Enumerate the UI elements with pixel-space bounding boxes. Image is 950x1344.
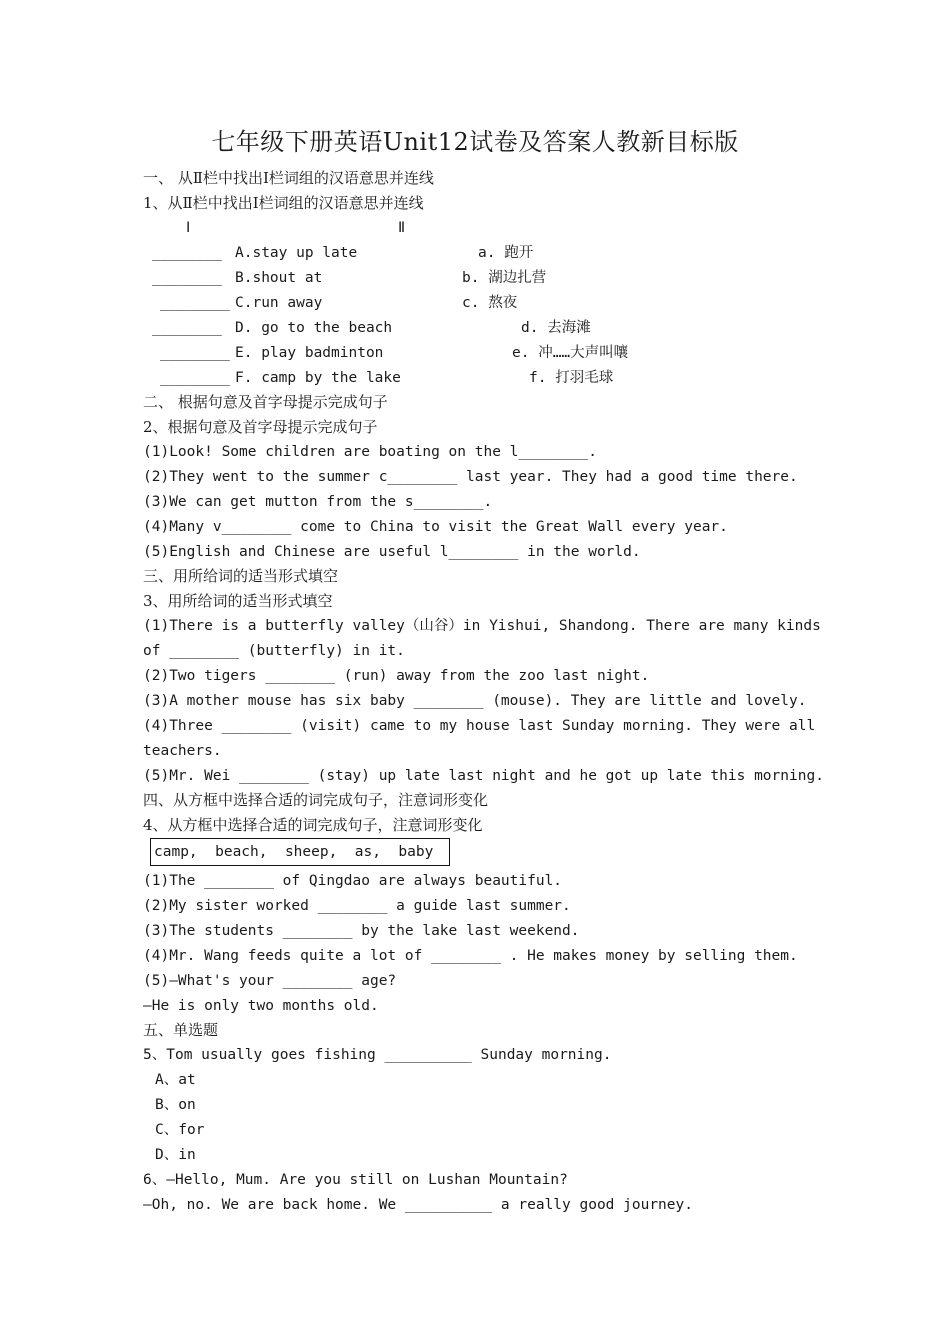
match-meaning: a. 跑开 bbox=[478, 245, 534, 261]
sentence-item: (3)A mother mouse has six baby ________ (mouse). They are little and lovely. bbox=[143, 693, 807, 709]
match-meaning: f. 打羽毛球 bbox=[529, 370, 614, 386]
option-b: B、on bbox=[155, 1097, 196, 1113]
section-3-heading: 三、用所给词的适当形式填空 bbox=[143, 567, 339, 585]
match-meaning: e. 冲……大声叫嚷 bbox=[512, 345, 629, 361]
sentence-item: (2)My sister worked ________ a guide last summer. bbox=[143, 898, 571, 914]
page-title: 七年级下册英语Unit12试卷及答案人教新目标版 bbox=[211, 128, 739, 156]
sentence-item: (5)English and Chinese are useful l________ in the world. bbox=[143, 544, 641, 560]
word-box bbox=[150, 838, 450, 866]
sentence-item: (5)Mr. Wei ________ (stay) up late last night and he got up late this morning. bbox=[143, 768, 824, 784]
sentence-item: of ________ (butterfly) in it. bbox=[143, 643, 405, 659]
match-blank: ________ bbox=[152, 270, 222, 286]
sentence-item: (2)They went to the summer c________ last year. They had a good time there. bbox=[143, 469, 798, 485]
sentence-item: (3)We can get mutton from the s________. bbox=[143, 494, 493, 510]
column-1-header: Ⅰ bbox=[186, 220, 191, 236]
match-phrase: B.shout at bbox=[235, 270, 323, 286]
question-4: 4、从方框中选择合适的词完成句子，注意词形变化 bbox=[143, 816, 483, 834]
match-phrase: C.run away bbox=[235, 295, 323, 311]
sentence-item: (1)Look! Some children are boating on the l________. bbox=[143, 444, 597, 460]
section-1-heading: 一、 从Ⅱ栏中找出Ⅰ栏词组的汉语意思并连线 bbox=[143, 169, 434, 187]
sentence-item: (4)Mr. Wang feeds quite a lot of ________ . He makes money by selling them. bbox=[143, 948, 798, 964]
question-2: 2、根据句意及首字母提示完成句子 bbox=[143, 418, 378, 436]
question-6-line: —Oh, no. We are back home. We __________ a really good journey. bbox=[143, 1197, 693, 1213]
match-blank: ________ bbox=[152, 320, 222, 336]
match-phrase: A.stay up late bbox=[235, 245, 358, 261]
match-meaning: d. 去海滩 bbox=[521, 320, 591, 336]
match-blank: ________ bbox=[160, 345, 230, 361]
sentence-item: (1)The ________ of Qingdao are always beautiful. bbox=[143, 873, 563, 889]
match-blank: ________ bbox=[160, 295, 230, 311]
sentence-item: (5)—What's your ________ age? bbox=[143, 973, 397, 989]
section-4-heading: 四、从方框中选择合适的词完成句子，注意词形变化 bbox=[143, 791, 489, 809]
question-1: 1、从Ⅱ栏中找出Ⅰ栏词组的汉语意思并连线 bbox=[143, 194, 424, 212]
match-phrase: F. camp by the lake bbox=[235, 370, 401, 386]
column-2-header: Ⅱ bbox=[398, 220, 406, 236]
match-meaning: c. 熬夜 bbox=[462, 295, 518, 311]
match-phrase: D. go to the beach bbox=[235, 320, 393, 336]
question-5-stem: 5、Tom usually goes fishing __________ Sunday morning. bbox=[143, 1047, 612, 1063]
sentence-item: (4)Many v________ come to China to visit the Great Wall every year. bbox=[143, 519, 728, 535]
question-6-stem: 6、—Hello, Mum. Are you still on Lushan Mountain? bbox=[143, 1172, 568, 1188]
option-d: D、in bbox=[155, 1147, 196, 1163]
word-box-text: camp, beach, sheep, as, baby bbox=[154, 844, 434, 860]
match-meaning: b. 湖边扎营 bbox=[462, 270, 547, 286]
sentence-item: (1)There is a butterfly valley（山谷）in Yishui, Shandong. There are many kinds bbox=[143, 618, 821, 634]
match-blank: ________ bbox=[160, 370, 230, 386]
option-a: A、at bbox=[155, 1072, 196, 1088]
sentence-item: (4)Three ________ (visit) came to my house last Sunday morning. They were all bbox=[143, 718, 816, 734]
sentence-item: teachers. bbox=[143, 743, 222, 759]
question-3: 3、用所给词的适当形式填空 bbox=[143, 592, 333, 610]
option-c: C、for bbox=[155, 1122, 205, 1138]
sentence-item: —He is only two months old. bbox=[143, 998, 379, 1014]
section-5-heading: 五、单选题 bbox=[143, 1021, 219, 1039]
section-2-heading: 二、 根据句意及首字母提示完成句子 bbox=[143, 393, 388, 411]
match-phrase: E. play badminton bbox=[235, 345, 384, 361]
sentence-item: (3)The students ________ by the lake last weekend. bbox=[143, 923, 580, 939]
match-blank: ________ bbox=[152, 245, 222, 261]
sentence-item: (2)Two tigers ________ (run) away from the zoo last night. bbox=[143, 668, 650, 684]
